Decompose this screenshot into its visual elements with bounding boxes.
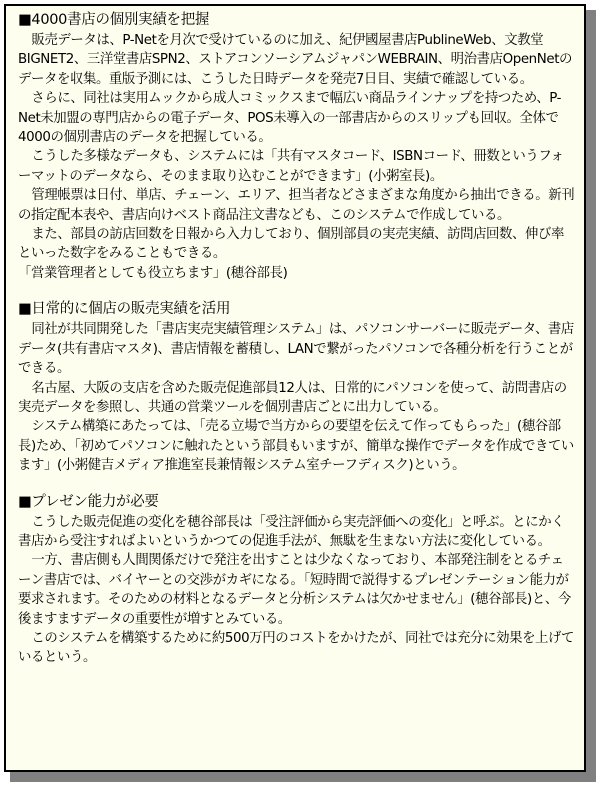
section-heading: ■日常的に個店の販売実績を活用 (18, 301, 231, 318)
paragraph: こうした多様なデータも、システムには「共有マスタコード、ISBNコード、冊数というフォーマットのデータなら、そのまま取り込むことができます」(小粥室長)。 (18, 149, 564, 184)
paragraph: さらに、同社は実用ムックから成人コミックスまで幅広い商品ラインナップを持つため、P-Net未加盟の専門店からの電子データ、POS未導入の一部書店からのスリップも回収。全体で4000の個別書店のデータを把握している。 (18, 91, 562, 146)
paragraph-quote: 「営業管理者としても役立ちます」(穂谷部長) (18, 265, 288, 281)
section-heading: ■4000書店の個別実績を把握 (18, 12, 210, 28)
paragraph: システム構築にあたっては、「売る立場で当方からの要望を伝えて作ってもらった」(穂谷部長)ため、「初めてパソコンに触れたという部員もいますが、簡単な操作でデータを作成できています」(小粥健吉メディア推進室長兼情報システム室チーフディスク)という。 (18, 419, 574, 474)
paragraph: 販売データは、P-Netを月次で受けているのに加え、紀伊國屋書店PublineWeb、文教堂BIGNET2、三洋堂書店SPN2、ストアコンソーシアムジャパンWEBRAIN、明治書店OpenNetのデータを収集。重版予測には、こうした日時データを発売7日目、実績で確認している。 (18, 33, 573, 87)
paragraph: こうした販売促進の変化を穂谷部長は「受注評価から実売評価への変化」と呼ぶ。とにかく書店から受注すればよいというかつての促進手法が、無駄を生まない方法に変化している。 (18, 514, 565, 549)
section-daily-usage (18, 299, 576, 475)
paragraph: 一方、書店側も人間関係だけで発注を出すことは少なくなっており、本部発注制をとるチェーン書店では、バイヤーとの交渉がカギになる。「短時間で説得するプレゼンテーション能力が要求されます。そのための材料となるデータと分析システムは欠かせません」(穂谷部長)と、今後ますますデータの重要性が増すとみている。 (18, 553, 571, 627)
paragraph: また、部員の訪店回数を日報から入力しており、個別部員の実売実績、訪問店回数、伸び率といった数字をみることもできる。 (18, 227, 565, 262)
paragraph: 管理帳票は日付、単店、チェーン、エリア、担当者などさまざまな角度から抽出できる。新刊の指定配本表や、書店向けベスト商品注文書なども、このシステムで作成している。 (18, 188, 575, 223)
section-presentation (18, 492, 576, 668)
section-store-performance (18, 10, 576, 283)
paragraph: 名古屋、大阪の支店を含めた販売促進部員12人は、日常的にパソコンを使って、訪問書店の実売データを参照し、共通の営業ツールを個別書店ごとに出力している。 (18, 380, 567, 415)
paragraph: このシステムを構築するために約500万円のコストをかけたが、同社では充分に効果を上げているという。 (18, 630, 575, 666)
section-heading: ■プレゼン能力が必要 (18, 493, 159, 510)
article-box (4, 4, 586, 772)
paragraph: 同社が共同開発した「書店実売実績管理システム」は、パソコンサーバーに販売データ、書店データ(共有書店マスタ)、書店情報を蓄積し、LANで繋がったパソコンで各種分析を行うことができる。 (18, 322, 574, 377)
